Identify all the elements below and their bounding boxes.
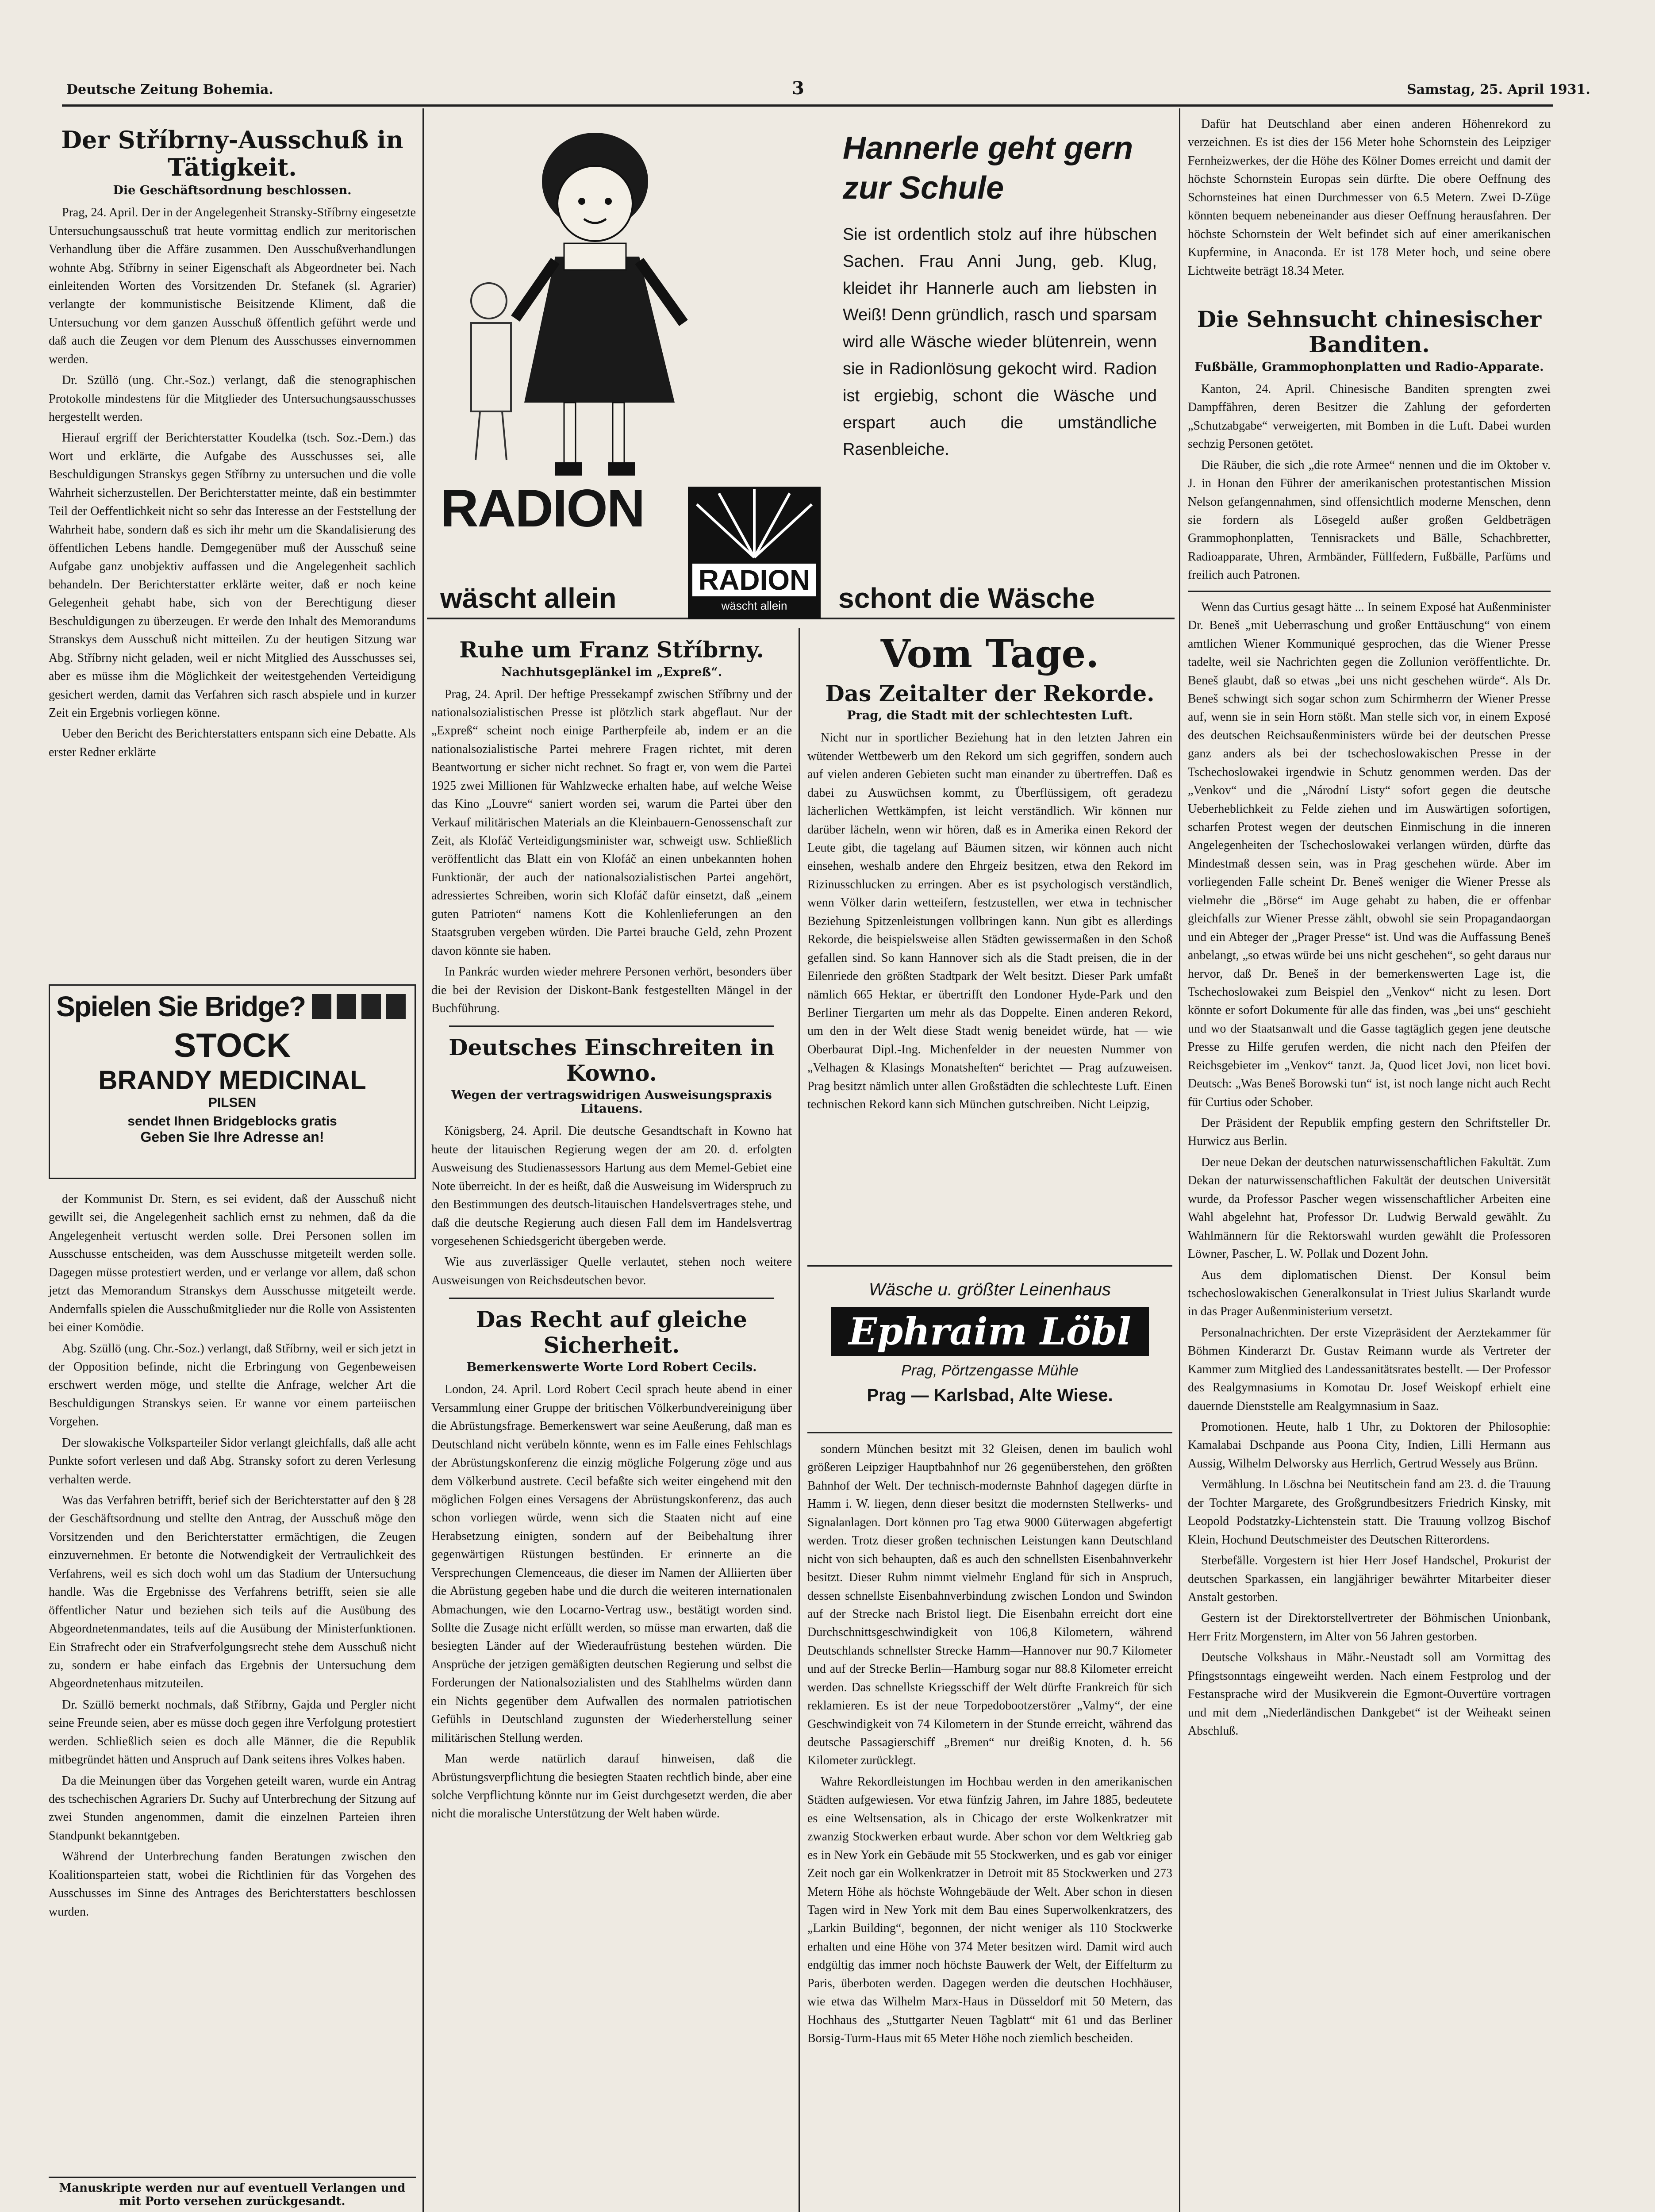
- masthead-left: Deutsche Zeitung Bohemia.: [66, 82, 273, 97]
- paragraph: Gestern ist der Direktorstellvertreter der Böhmischen Unionbank, Herr Fritz Morgenstern, im Alter von 56 Jahren gestorben.: [1188, 1611, 1551, 1644]
- paragraph: Dafür hat Deutschland aber einen anderen Höhenrekord zu verzeichnen. Es ist dies der 156 Meter hohe Schornstein des Leipziger Fernheizwerkes, der die Höhe des Kölner Domes erreicht und damit der höchste Schornstein Europas sein dürfte. Die obere Oeffnung des Schornsteines hat einen Durchmesser von 6.5 Metern. Zwei D-Züge könnten bequem nebeneinander aus dieser Oeffnung herausfahren. Der höchste Schornstein der Welt befindet sich auf einer amerikanischen Kupfermine, in Anaconda. Er ist 178 Meter hoch, und seine obere Lichtweite beträgt 18.34 Meter.: [1188, 117, 1551, 278]
- article-subtitle: Fußbälle, Grammophonplatten und Radio-Apparate.: [1194, 360, 1544, 374]
- section-title: Vom Tage.: [880, 632, 1099, 676]
- paragraph: Königsberg, 24. April. Die deutsche Gesandtschaft in Kowno hat heute der litauischen Regierung wegen der am 20. d. erfolgten Ausweisung des Studienassessors Hartung aus dem Memel-Gebiet eine Note überreicht. In der es heißt, daß die Ausweisung im Widerspruch zu den Bestimmungen des deutsch-litauischen Handelsvertrages stehe, und daß die deutsche Regierung auch diesen Fall dem im Handelsvertrag vorgesehenen Schiedsgericht übergeben werde.: [431, 1124, 792, 1248]
- column-rule: [799, 628, 800, 2212]
- paragraph: Nicht nur in sportlicher Beziehung hat in den letzten Jahren ein wütender Wettbewerb um den Rekord um sich gegriffen, sondern auch auf vielen anderen Gebieten sucht man einander zu übertreffen. Daß es dabei zu Auswüchsen kommt, zu Überflüssigem, oft geradezu lächerlichen Wettkämpfen, ist leicht verständlich. Wir können nur darüber lächeln, wenn wir hören, daß es in Amerika einen Rekord der Leute gibt, die tagelang auf Bäumen sitzen, wir können auch nicht einsehen, weshalb andere den Ehrgeiz besitzen, etwa den Rekord im Rizinusschlucken zu erringen. Aber es ist psychologisch verständlich, wenn Völker darin wetteifern, festzustellen, wer etwa in technischer Beziehung Spitzenleistungen vollbringen kann. Nun gibt es allerdings Rekorde, die beispielsweise allen Städten gewissermaßen in den Schoß gefallen sind. So kann Hannover sich als die Stadt preisen, die in der Eilenriede den größten Stadtpark der Welt besitzt. Dieser Park umfaßt nämlich 665 Hektar, er übertrifft den Londoner Hyde-Park und den Berliner Tiergarten um mehr als das Doppelte. Einen anderen Rekord, um den in der Welt diese Stadt wenig beneidet würde, hat — wie Oberbaurat Dipl.-Ing. Michenfelder in der neuesten Nummer von „Velhagen & Klasings Monatsheften“ berichtet — Prag aufzuweisen. Prag besitzt nämlich unter allen Großstädten die schlechteste Luft. Einen technischen Rekord kann sich München gutschreiben. Nicht Leipzig,: [807, 731, 1172, 1112]
- paragraph: Promotionen. Heute, halb 1 Uhr, zu Doktoren der Philosophie: Kamalabai Dschpande aus Poona City, Indien, Lilli Hermann aus Aussig, Wilhelm Delworsky aus Herrlich, Gertrud Wessely aus Brünn.: [1188, 1420, 1551, 1471]
- loebl-brand: Ephraim Löbl: [831, 1307, 1148, 1356]
- header-rule: [62, 104, 1553, 107]
- article-subtitle: Prag, die Stadt mit der schlechtesten Luft.: [847, 709, 1133, 723]
- column-2: [431, 637, 792, 1826]
- separator: [1188, 591, 1551, 592]
- paragraph: sondern München besitzt mit 32 Gleisen, denen im baulich wohl größeren Leipziger Hauptbahnhof nur 26 gegenüberstehen, den größten Bahnhof der Welt. Der technisch-modernste Bahnhof dagegen dürfte in Hamm i. W. liegen, denn dieser besitzt die modernsten Stellwerks- und Signalanlagen. Dort können pro Tag etwa 9000 Güterwagen abgefertigt werden. Trotz dieser großen technischen Leistungen kann Deutschland nicht von sich behaupten, daß es auch den schnellsten Eisenbahnverkehr besitzt. Dieser Ruhm nimmt vielmehr England für sich in Anspruch, dessen schnellste Eisenbahnverbindung zwischen London und Swindon auf der Strecke nach Bristol liegt. Die Eisenbahn erreicht dort eine Durchschnittsgeschwindigkeit von 106,8 Kilometern, während Deutschlands schnellster Strecke Hamm—Hannover nur 90.7 Kilometer und auf der Strecke Berlin—Hamburg sogar nur 88.8 Kilometer erreicht werden. Das schnellste Kriegsschiff der Welt dürfte Frankreich für sich reklamieren. Es ist der neue Torpedobootzerstörer „Valmy“, der eine Geschwindigkeit von 74 Kilometern in der Stunde erreicht, während das deutsche Passagierschiff „Bremen“ nur dreißig Knoten, d. h. 56 Kilometer zurücklegt.: [807, 1442, 1172, 1768]
- article-stribrny-continued: [49, 1190, 416, 1924]
- article-title: Der Stříbrny-Ausschuß in Tätigkeit.: [61, 126, 403, 182]
- paragraph: Abg. Szüllö (ung. Chr.-Soz.) verlangt, daß Stříbrny, weil er sich jetzt in der Opposition befinde, nicht die Erbringung von Gegenbeweisen erschwert werden möge, und stellte die Anfrage, welcher Art die Beschuldigungen Stranskys seien. Er wanne vor einem parteiischen Vorgehen.: [49, 1341, 416, 1429]
- girl-illustration: [436, 115, 719, 500]
- paragraph: Die Räuber, die sich „die rote Armee“ nennen und die im Oktober v. J. in Honan den Führer der amerikanischen protestantischen Mission Nelson gefangennahmen, sind offensichtlich moderne Menschen, denn sie fordern als Lösegeld außer großen Geldbeträgen Grammophonplatten, Tennisrackets und Bälle, Schachbretter, Radioapparate, Uhren, Armbänder, Füllfedern, Fußbälle, Parfüms und freilich auch Patronen.: [1188, 458, 1551, 582]
- paragraph: Sterbefälle. Vorgestern ist hier Herr Josef Handschel, Prokurist der deutschen Sparkassen, ein langjähriger bewährter Mitarbeiter dieser Anstalt gestorben.: [1188, 1554, 1551, 1604]
- paragraph: Ueber den Bericht des Berichterstatters entspann sich eine Debatte. Als erster Redner erklärte: [49, 727, 416, 759]
- slogan-left: wäscht allein: [440, 582, 617, 614]
- paragraph: Der slowakische Volksparteiler Sidor verlangt gleichfalls, daß alle acht Punkte sofort verlesen und daß Abg. Stransky sofort zu deren Verlesung verhalten werde.: [49, 1436, 416, 1486]
- paragraph: Vermählung. In Löschna bei Neutitschein fand am 23. d. die Trauung der Tochter Margarete, des Großgrundbesitzers Friedrich Kinsky, mit Leopold Podstatzky-Lichtenstein statt. Die Trauung vollzog Bischof Klein, Hochund Deutschmeister des Deutschen Ritterordens.: [1188, 1478, 1551, 1547]
- paragraph: London, 24. April. Lord Robert Cecil sprach heute abend in einer Versammlung einer Gruppe der britischen Völkerbundvereinigung über die Abrüstungsfrage. Bemerkenswert war seine Aeußerung, daß man es Deutschland nicht verübeln könnte, wenn es im Falle eines Fehlschlags der Abrüstungskonferenz die einzig mögliche Folgerung zöge und aus dem Völkerbund austrete. Cecil befaßte sich weiter eingehend mit den möglichen Folgen eines Versagens der Abrüstungskonferenz, das auch schon vorliegen würde, wenn sich die Staaten nicht auf eine Herabsetzung einigten, sondern auf der Beibehaltung ihrer gegenwärtigen Rüstungen bestünden. Er erinnerte an die Versprechungen Clemenceaus, die dieser im Namen der Alliierten über die Abrüstung gegeben habe und die durch die weiteren internationalen Abmachungen, wie den Locarno-Vertrag usw., bestätigt worden sind. Sollte die Zusage nicht erfüllt werden, so müsse man erwarten, daß die besiegten Länder auf der Wiederaufrüstung bestehen würden. Die Ansprüche der jetzigen gemäßigten deutschen Regierung und selbst die Forderungen der Nationalsozialisten und des Stahlhelms würden dann ein Nichts gegenüber dem Aufwallen des normalen patriotischen Gefühls in Deutschland zugunsten der Wiederherstellung seiner militärischen Stellung werden.: [431, 1382, 792, 1745]
- brand-brandy: BRANDY MEDICINAL: [98, 1065, 366, 1095]
- paragraph: Deutsche Volkshaus in Mähr.-Neustadt soll am Vormittag des Pfingstsonntags eingeweiht werden. Nach einem Festprolog und der Festansprache wird der Musikverein die Egmont-Ouvertüre vortragen und mit dem „Niederländischen Dankgebet“ ist der Weiheakt seinen Abschluß.: [1188, 1651, 1551, 1738]
- masthead-date: Samstag, 25. April 1931.: [1407, 82, 1590, 97]
- paragraph: Der Präsident der Republik empfing gestern den Schriftsteller Dr. Hurwicz aus Berlin.: [1188, 1116, 1551, 1148]
- column-3: [807, 633, 1172, 1117]
- paragraph: Kanton, 24. April. Chinesische Banditen sprengten zwei Dampffähren, deren Besitzer die Zahlung der geforderten „Schutzabgabe“ verweigerten, mit Bomben in die Luft. Dabei wurden sechzig Personen getötet.: [1188, 382, 1551, 451]
- article-subtitle: Die Geschäftsordnung beschlossen.: [113, 184, 352, 198]
- paragraph: Dr. Szüllö bemerkt nochmals, daß Stříbrny, Gajda und Pergler nicht seine Freunde seien, aber es müsse doch gegen ihre Verfolgung protestiert werden. Schließlich seien es doch alle Männer, die die Republik mitbegründet hätten und Anspruch auf Dank seitens ihres Volkes haben.: [49, 1697, 416, 1767]
- paragraph: Da die Meinungen über das Vorgehen geteilt waren, wurde ein Antrag des tschechischen Agrariers Dr. Suchy auf Unterbrechung der Sitzung auf zwei Stunden angenommen, damit die einzelnen Parteien ihren Standpunkt bekanntgeben.: [49, 1774, 416, 1843]
- paragraph: Was das Verfahren betrifft, berief sich der Berichterstatter auf den § 28 der Geschäftsordnung und stellte den Antrag, der Ausschuß möge den Vorsitzenden und den Berichterstatter ermächtigen, die Zeugen einzuvernehmen. Er betonte die Notwendigkeit der Vertraulichkeit des Verfahrens, weil es sich doch wohl um das Stadium der Untersuchung handle. Was die Ergebnisse des Verfahrens betrifft, seien sie alle öffentlicher Natur und beziehen sich teils auf die Ausübung des Abgeordnetenmandates, teils auf die Ausübung der Ministerfunktionen. Ein Strafrecht oder ein Strafverfolgungsrecht stehe dem Ausschuß nicht zu, sondern er habe einfach das Ergebnis der Untersuchung dem Abgeordnetenhaus mitzuteilen.: [49, 1494, 416, 1691]
- slogan-right: schont die Wäsche: [838, 582, 1095, 614]
- paragraph: der Kommunist Dr. Stern, es sei evident, daß der Ausschuß nicht gewillt sei, die Angelegenheit sachlich ernst zu nehmen, daß da die Angelegenheit vertuscht werden solle. Drei Personen sollen im Ausschusse entscheiden, was dem Ausschusse mitgeteilt werden solle. Dagegen müsse protestiert werden, und er verlange vor allem, daß schon jetzt das Memorandum Stranskys dem Ausschusse mitgeteilt werde. Andernfalls spielen die Ausschußmitglieder nur die Rolle von Assistenten bei einer Komödie.: [49, 1192, 416, 1335]
- brand-stock: STOCK: [173, 1027, 291, 1064]
- brand-city: PILSEN: [208, 1095, 257, 1110]
- loebl-advertisement: [807, 1265, 1172, 1433]
- article-subtitle: Bemerkenswerte Worte Lord Robert Cecils.: [466, 1360, 757, 1375]
- paragraph: Wenn das Curtius gesagt hätte ... In seinem Exposé hat Außenminister Dr. Beneš „mit Ueberraschung und großer Enttäuschung“ von einem amtlichen Wiener Kommuniqué gesprochen, das die Wiener Presse tadelte, weil sie Nachrichten gegen die Zollunion veröffentlichte. Dr. Beneš glaubt, daß so etwas „bei uns nicht geschehen würde“. Als Dr. Beneš schwingt sich sogar schon zum Schirmherrn der Wiener Presse auf, wenn sie in sein Horn stößt. Man stelle sich vor, in einem Exposé des deutschen Reichsaußenministers würde bei der deutschen Presse ganz anders als bei der tschechoslowakischen Presse in der Tschechoslowakei irgendwie in Schutz genommen werden. Das der „Venkov“ und die „Národní Listy“ sofort gegen die deutsche Ueberheblichkeit zu Felde ziehen und im Auswärtigen sofortigen, scharfen Protest wegen der deutschen Einmischung in die inneren Angelegenheiten der Tschechoslowakei verlangen würden, dürfte das Mindestmaß dessen sein, was in Prag geschehen würde. Aber im vorliegenden Falle scheint Dr. Beneš weniger die Wiener Presse als vielmehr die „Börse“ im Auge gehabt zu haben, die er offenbar gleichfalls zur Wiener Presse zählt, obwohl sie sein Propagandaorgan und ein Abteger der „Prager Presse“ ist. Und was die Auffassung Beneš anbelangt, „so etwas würde bei uns nicht geschehen“, so geht daraus nur hervor, daß Dr. Beneš in der bemerkenswerten Lage ist, die Tschechoslowakei zum Beispiel den „Venkov“ nicht zu lesen. Dort könnte er sofort Dokumente für alle das finden, was „bei uns“ geschieht und wo der Staatsanwalt und die Gasse tagtäglich gegen jene deutsche Presse zu Hilfe gerufen werden, die nicht nach den Pfeifen der Reichsgebieter im „Venkov“ tanzt. Ja, Quod licet Jovi, non licet bovi. Deutsch: „Was Beneš Borowski tun“ ist, ist noch lange nicht auch Recht für Curtius oder Schober.: [1188, 600, 1551, 1109]
- article-title: Das Recht auf gleiche Sicherheit.: [476, 1306, 747, 1358]
- radion-body: Sie ist ordentlich stolz auf ihre hübschen Sachen. Frau Anni Jung, geb. Klug, kleidet ihr Hannerle auch am liebsten in Weiß! Denn gründlich, rasch und sparsam wird alle Wäsche wieder blütenrein, wenn sie in Radionlösung gekocht wird. Radion ist ergiebig, schont die Wäsche und erspart auch die umständliche Rasenbleiche.: [843, 225, 1157, 459]
- article-subtitle: Nachhutsgeplänkel im „Expreß“.: [501, 665, 722, 679]
- radion-logo: RADION: [440, 479, 645, 538]
- separator: [449, 1025, 774, 1027]
- bridge-line-1: sendet Ihnen Bridgeblocks gratis: [127, 1114, 337, 1129]
- article-title: Das Zeitalter der Rekorde.: [825, 680, 1155, 707]
- bridge-line-2: Geben Sie Ihre Adresse an!: [140, 1129, 324, 1145]
- article-rekorde-continued: [807, 1440, 1172, 2050]
- sunburst-icon: [688, 487, 821, 562]
- package-caption: wäscht allein: [721, 599, 787, 612]
- page-number: 3: [792, 78, 804, 99]
- column-rule: [1179, 108, 1180, 2212]
- manuscript-note: Manuskripte werden nur auf eventuell Verlangen und mit Porto versehen zurückgesandt.: [49, 2177, 416, 2208]
- separator: [449, 1298, 774, 1299]
- package-brand: RADION: [692, 564, 816, 596]
- radion-headline: Hannerle geht gern zur Schule: [843, 131, 1133, 206]
- radion-advertisement: [427, 111, 1175, 619]
- paragraph: Hierauf ergriff der Berichterstatter Koudelka (tsch. Soz.-Dem.) das Wort und erklärte, die Aufgabe des Ausschusses sei, alle Beschuldigungen Stranskys gegen Stříbrny zu untersuchen und die volle Wahrheit sicherzustellen. Der Berichterstatter meinte, daß ein bestimmter Teil der Oeffentlichkeit nicht so sehr das Interesse an der Feststellung der Wahrheit habe, sondern daß es sich ihr mehr um die Skandalisierung des öffentlichen Lebens handle. Demgegenüber muß der Ausschuß seine Aufgabe ganz unobjektiv auffassen und die Angelegenheit sachlich behandeln. Der Berichterstatter erklärte weiter, daß er noch keine Gelegenheit gehabt habe, sich von der Berechtigung dieser Beschuldigungen zu überzeugen. Er werde den Inhalt des Memorandums Stranskys dem Ausschuß nicht mitteilen. Zu der heutigen Sitzung war Abg. Stříbrny nicht geladen, weil er nicht Mitglied des Ausschusses sei, aber es müsse ihm die Möglichkeit der weitestgehenden Verteidigung gesichert werden, damit das Verfahren sich rasch abspiele und in kurzer Zeit ein Ergebnis vorliegen könne.: [49, 431, 416, 720]
- radion-package: [688, 487, 821, 619]
- article-stribrny-ausschuss: [49, 126, 416, 764]
- paragraph: Während der Unterbrechung fanden Beratungen zwischen den Koalitionsparteien statt, wobei die Richtlinien für das Vorgehen des Ausschusses im Sinne des Antrages des Berichterstatters beschlossen wurden.: [49, 1850, 416, 1919]
- playing-cards-icon: [309, 994, 408, 1019]
- article-title: Die Sehnsucht chinesischer Banditen.: [1197, 306, 1542, 358]
- article-subtitle: Wegen der vertragswidrigen Ausweisungspraxis Litauens.: [451, 1088, 772, 1116]
- loebl-script-sub: Prag, Pörtzengasse Mühle: [901, 1362, 1079, 1379]
- column-rule: [422, 108, 424, 2212]
- paragraph: Aus dem diplomatischen Dienst. Der Konsul beim tschechoslowakischen Generalkonsulat in Triest Julius Skarlandt wurde in das Prager Außenministerium versetzt.: [1188, 1268, 1551, 1319]
- paragraph: Personalnachrichten. Der erste Vizepräsident der Aerztekammer für Böhmen Kinderarzt Dr. Gustav Reimann wurde als Vertreter der Kammer zum Mitglied des Landessanitätsrates bestellt. — Der Professor des Realgymnasiums in Komotau Dr. Josef Weiskopf erhielt eine dauernde Dienststelle am Realgymnasium in Saaz.: [1188, 1325, 1551, 1413]
- paragraph: Wie aus zuverlässiger Quelle verlautet, stehen noch weitere Ausweisungen von Reichsdeutschen bevor.: [431, 1255, 792, 1287]
- loebl-cities: Prag — Karlsbad, Alte Wiese.: [867, 1386, 1113, 1405]
- paragraph: In Pankrác wurden wieder mehrere Personen verhört, besonders über die bei der Revision der Diskont-Bank festgestellten Mängel in der Buchführung.: [431, 965, 792, 1015]
- paragraph: Prag, 24. April. Der in der Angelegenheit Stransky-Stříbrny eingesetzte Untersuchungsausschuß trat heute vormittag endlich zur meritorischen Verhandlung über die Affäre zusammen. Den Ausschußverhandlungen wohnte Abg. Stříbrny in seiner Eigenschaft als Abgeordneter bei. Nach einleitenden Worten des Vorsitzenden Dr. Stefanek (sl. Agrarier) verlangte der kommunistische Beisitzende Kliment, daß die Untersuchung vor dem ganzen Ausschuß öffentlich geführt werde und daß auch die Zeugen vor dem Plenum des Ausschusses einvernommen werden.: [49, 206, 416, 366]
- paragraph: Wahre Rekordleistungen im Hochbau werden in den amerikanischen Städten aufgewiesen. Vor etwa fünfzig Jahren, im Jahre 1885, bedeutete es eine Weltsensation, als in Chicago der erste Wolkenkratzer mit zwanzig Stockwerken erbaut wurde. Aber schon vor dem Weltkrieg gab es in New York ein Gebäude mit 55 Stockwerken, und es gab vor einiger Zeit noch gar ein Wolkenkratzer in Detroit mit 85 Stockwerken und 273 Metern Höhe als höchste Wohngebäude der Welt. Aber schon in diesen Tagen wird in New York mit dem Bau eines Superwolkenkratzers, des „Larkin Building“, begonnen, der nicht weniger als 110 Stockwerke erhalten und eine Höhe von 374 Meter besitzen wird. Damit wird auch endgültig das immer noch höchste Bauwerk der Welt, der Eiffelturm zu Paris, überboten werden. Dagegen werden die deutschen Hochhäuser, wie etwa das Wilhelm Marx-Haus in Düsseldorf mit 50 Metern, das Hochhaus des „Stuttgarter Neuen Tagblatt“ mit 61 und das Berliner Borsig-Turm-Haus mit 65 Meter Höhe noch ziemlich bescheiden.: [807, 1774, 1172, 2045]
- column-4: [1188, 115, 1551, 1743]
- loebl-script-top: Wäsche u. größter Leinenhaus: [869, 1280, 1111, 1299]
- paragraph: Man werde natürlich darauf hinweisen, daß die Abrüstungsverpflichtung die besiegten Staaten rechtlich binde, aber eine solche Verpflichtung könnte nur im Geist durchgesetzt werden, die aber nicht die moralische Unterstützung der Welt haben würde.: [431, 1752, 792, 1821]
- article-title: Deutsches Einschreiten in Kowno.: [449, 1034, 775, 1086]
- paragraph: Dr. Szüllö (ung. Chr.-Soz.) verlangt, daß die stenographischen Protokolle mindestens für die Mitglieder des Untersuchungsausschusses hergestellt werden.: [49, 373, 416, 424]
- bridge-advertisement: [49, 984, 416, 1179]
- article-title: Ruhe um Franz Stříbrny.: [459, 637, 764, 663]
- paragraph: Der neue Dekan der deutschen naturwissenschaftlichen Fakultät. Zum Dekan der naturwissenschaftlichen Fakultät der deutschen Universität wurde, da Professor Pascher wegen wissenschaftlicher Arbeiten eine Wahl abgelehnt hat, Professor Dr. Ludwig Berwald gewählt. Zu Wahlmännern für die Rektorswahl wurden gewählt die Professoren Löwner, Pascher, L. W. Pollak und Dozent John.: [1188, 1155, 1551, 1261]
- paragraph: Prag, 24. April. Der heftige Pressekampf zwischen Stříbrny und der nationalsozialistischen Presse ist plötzlich stark abgeflaut. Nur der „Expreß“ scheint noch einige Partherpfeile ab, indem er an die nationalsozialistische Partei mehrere Fragen richtet, mit deren Beantwortung er sicher nicht rechnet. So fragt er, von wem die Partei 1925 zwei Millionen für Wahlzwecke erhalten habe, auf welche Weise das Kino „Louvre“ saniert worden sei, warum die Partei über den Verkauf militärischen Materials an die Kleinbauern-Genossenschaft zur Zeit, als Klofáč Verteidigungsminister war, schweigt usw. Schließlich veröffentlicht das Blatt ein von Klofáč an einen unbekannten hohen Funktionär, der auch der nationalsozialistischen Partei angehört, adressiertes Schreiben, worin sich Klofáč dafür einsetzt, daß „einem guten Patrioten“ namens Kott die Kohlenlieferungen an den Staatsgruben vergeben würden. Die Partei brauche Geld, zehn Prozent davon könnte sie haben.: [431, 687, 792, 958]
- bridge-headline: Spielen Sie Bridge?: [56, 991, 306, 1022]
